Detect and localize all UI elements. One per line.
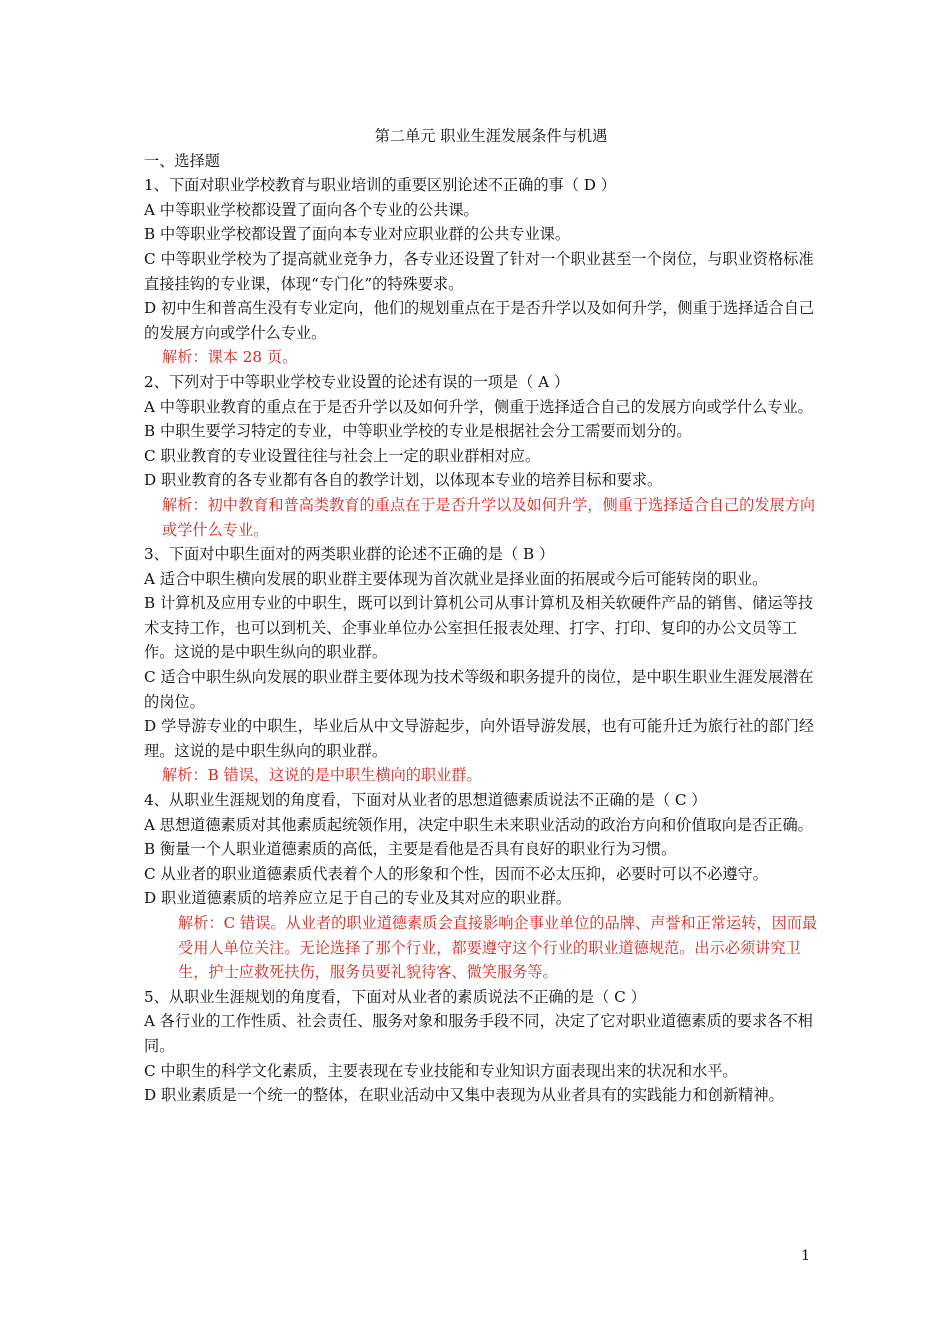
question-stem: 1、下面对职业学校教育与职业培训的重要区别论述不正确的事（ D ） bbox=[144, 176, 616, 195]
option-text: D 职业教育的各专业都有各自的教学计划，以体现本专业的培养目标和要求。 bbox=[144, 471, 663, 490]
page-title: 第二单元 职业生涯发展条件与机遇 bbox=[374, 127, 608, 145]
page-number: 1 bbox=[801, 1248, 810, 1264]
option-text: B 衡量一个人职业道德素质的高低，主要是看他是否具有良好的职业行为习惯。 bbox=[144, 840, 677, 859]
option-text: C 从业者的职业道德素质代表着个人的形象和个性，因而不必太压抑，必要时可以不必遵守。 bbox=[144, 864, 768, 883]
option-text: B 中职生要学习特定的专业，中等职业学校的专业是根据社会分工需要而划分的。 bbox=[144, 422, 692, 441]
analysis-note: 解析：C 错误。从业者的职业道德素质会直接影响企事业单位的品牌、声誉和正常运转，因而最受用人单位关注。无论选择了那个行业，都要遵守这个行业的职业道德规范。出示必须讲究卫生，护士应救死扶伤，服务员要礼貌待客、微笑服务等。 bbox=[178, 914, 818, 982]
option-text: B 中等职业学校都设置了面向本专业对应职业群的公共专业课。 bbox=[144, 225, 571, 244]
option-text: D 职业素质是一个统一的整体，在职业活动中又集中表现为从业者具有的实践能力和创新精神。 bbox=[144, 1086, 784, 1105]
question-stem: 4、从职业生涯规划的角度看，下面对从业者的思想道德素质说法不正确的是（ C ） bbox=[144, 791, 707, 810]
option-text: C 中职生的科学文化素质，主要表现在专业技能和专业知识方面表现出来的状况和水平。 bbox=[144, 1061, 738, 1080]
option-text: D 初中生和普高生没有专业定向，他们的规划重点在于是否升学以及如何升学，侧重于选择适合自己的发展方向或学什么专业。 bbox=[144, 299, 815, 342]
analysis-note: 解析：B 错误，这说的是中职生横向的职业群。 bbox=[162, 766, 482, 785]
section-heading: 一、选择题 bbox=[144, 151, 220, 170]
option-text: C 职业教育的专业设置往往与社会上一定的职业群相对应。 bbox=[144, 446, 541, 465]
option-text: D 职业道德素质的培养应立足于自己的专业及其对应的职业群。 bbox=[144, 889, 572, 908]
document-body bbox=[144, 124, 820, 1108]
option-text: A 适合中职生横向发展的职业群主要体现为首次就业是择业面的拓展或今后可能转岗的职业。 bbox=[144, 569, 768, 588]
option-text: C 适合中职生纵向发展的职业群主要体现为技术等级和职务提升的岗位，是中职生职业生涯发展潜在的岗位。 bbox=[144, 668, 814, 711]
option-text: B 计算机及应用专业的中职生，既可以到计算机公司从事计算机及相关软硬件产品的销售、储运等技术支持工作，也可以到机关、企事业单位办公室担任报表处理、打字、打印、复印的办公文员等工作。这说的是中职生纵向的职业群。 bbox=[144, 594, 814, 662]
question-stem: 5、从职业生涯规划的角度看，下面对从业者的素质说法不正确的是（ C ） bbox=[144, 987, 646, 1006]
analysis-note: 解析：初中教育和普高类教育的重点在于是否升学以及如何升学，侧重于选择适合自己的发展方向或学什么专业。 bbox=[162, 495, 816, 539]
option-text: D 学导游专业的中职生，毕业后从中文导游起步，向外语导游发展，也有可能升迁为旅行社的部门经理。这说的是中职生纵向的职业群。 bbox=[144, 717, 815, 760]
question-stem: 2、下列对于中等职业学校专业设置的论述有误的一项是（ A ） bbox=[144, 372, 570, 391]
option-text: A 思想道德素质对其他素质起统领作用，决定中职生未来职业活动的政治方向和价值取向是否正确。 bbox=[144, 815, 813, 834]
option-text: A 中等职业学校都设置了面向各个专业的公共课。 bbox=[144, 200, 479, 219]
option-text: A 各行业的工作性质、社会责任、服务对象和服务手段不同，决定了它对职业道德素质的要求各不相同。 bbox=[144, 1012, 813, 1055]
question-stem: 3、下面对中职生面对的两类职业群的论述不正确的是（ B ） bbox=[144, 545, 555, 564]
option-text: A 中等职业教育的重点在于是否升学以及如何升学，侧重于选择适合自己的发展方向或学什么专业。 bbox=[144, 397, 813, 416]
analysis-note: 解析：课本 28 页。 bbox=[162, 348, 298, 367]
option-text: C 中等职业学校为了提高就业竞争力，各专业还设置了针对一个职业甚至一个岗位，与职业资格标准直接挂钩的专业课，体现“专门化”的特殊要求。 bbox=[144, 249, 814, 293]
